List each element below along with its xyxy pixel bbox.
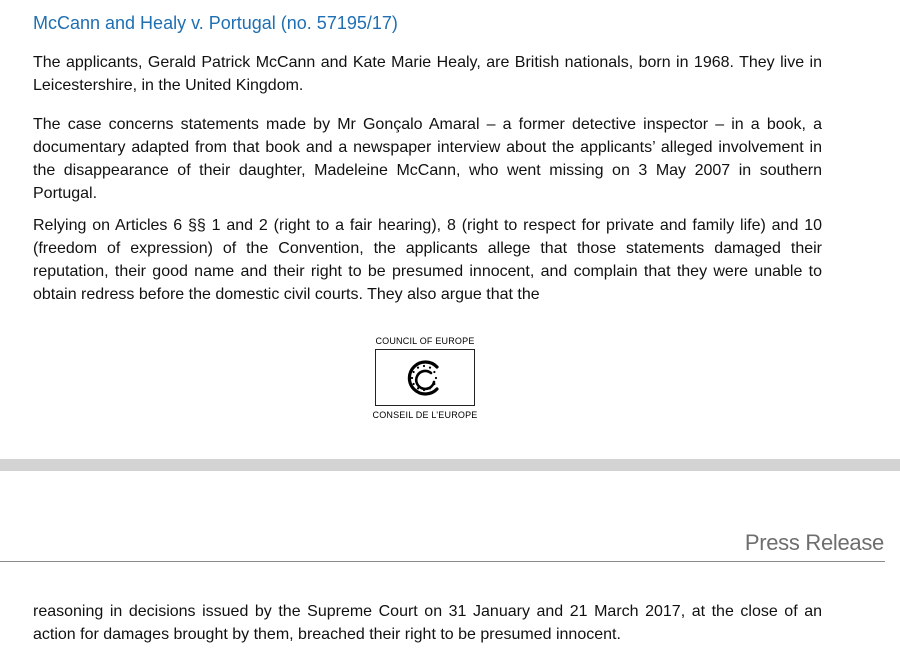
council-of-europe-logo-icon xyxy=(375,349,475,406)
paragraph-case: The case concerns statements made by Mr Gonçalo Amaral – a former detective inspector – in a book, a documentary adapted from that book and a newspaper interview about the applicants’ alleged involvement in the disappearance of their daughter, Madeleine McCann, who went missing on 3 May 2007 in southern Portugal. xyxy=(33,116,822,202)
paragraph-applicants: The applicants, Gerald Patrick McCann and Kate Marie Healy, are British nationals, born in 1968. They live in Leicestershire, in the United Kingdom. xyxy=(33,54,822,94)
paragraph-continuation: reasoning in decisions issued by the Supreme Court on 31 January and 21 March 2017, at the close of an action for damages brought by them, breached their right to be presumed innocent. xyxy=(33,603,822,643)
logo-text-french: CONSEIL DE L’EUROPE xyxy=(372,410,478,420)
page-break-bar xyxy=(0,459,900,471)
press-release-label: Press Release xyxy=(744,530,884,555)
paragraph-complaint: Relying on Articles 6 §§ 1 and 2 (right to a fair hearing), 8 (right to respect for private and family life) and 10 (freedom of expression) of the Convention, the applicants allege that those statements damaged their reputation, their good name and their right to be presumed innocent, and complain that they were unable to obtain redress before the domestic civil courts. They also argue that the xyxy=(33,217,822,303)
document-heading: McCann and Healy v. Portugal (no. 57195/17) xyxy=(33,13,398,33)
press-release-divider xyxy=(0,561,885,562)
logo-text-english: COUNCIL OF EUROPE xyxy=(375,336,475,346)
